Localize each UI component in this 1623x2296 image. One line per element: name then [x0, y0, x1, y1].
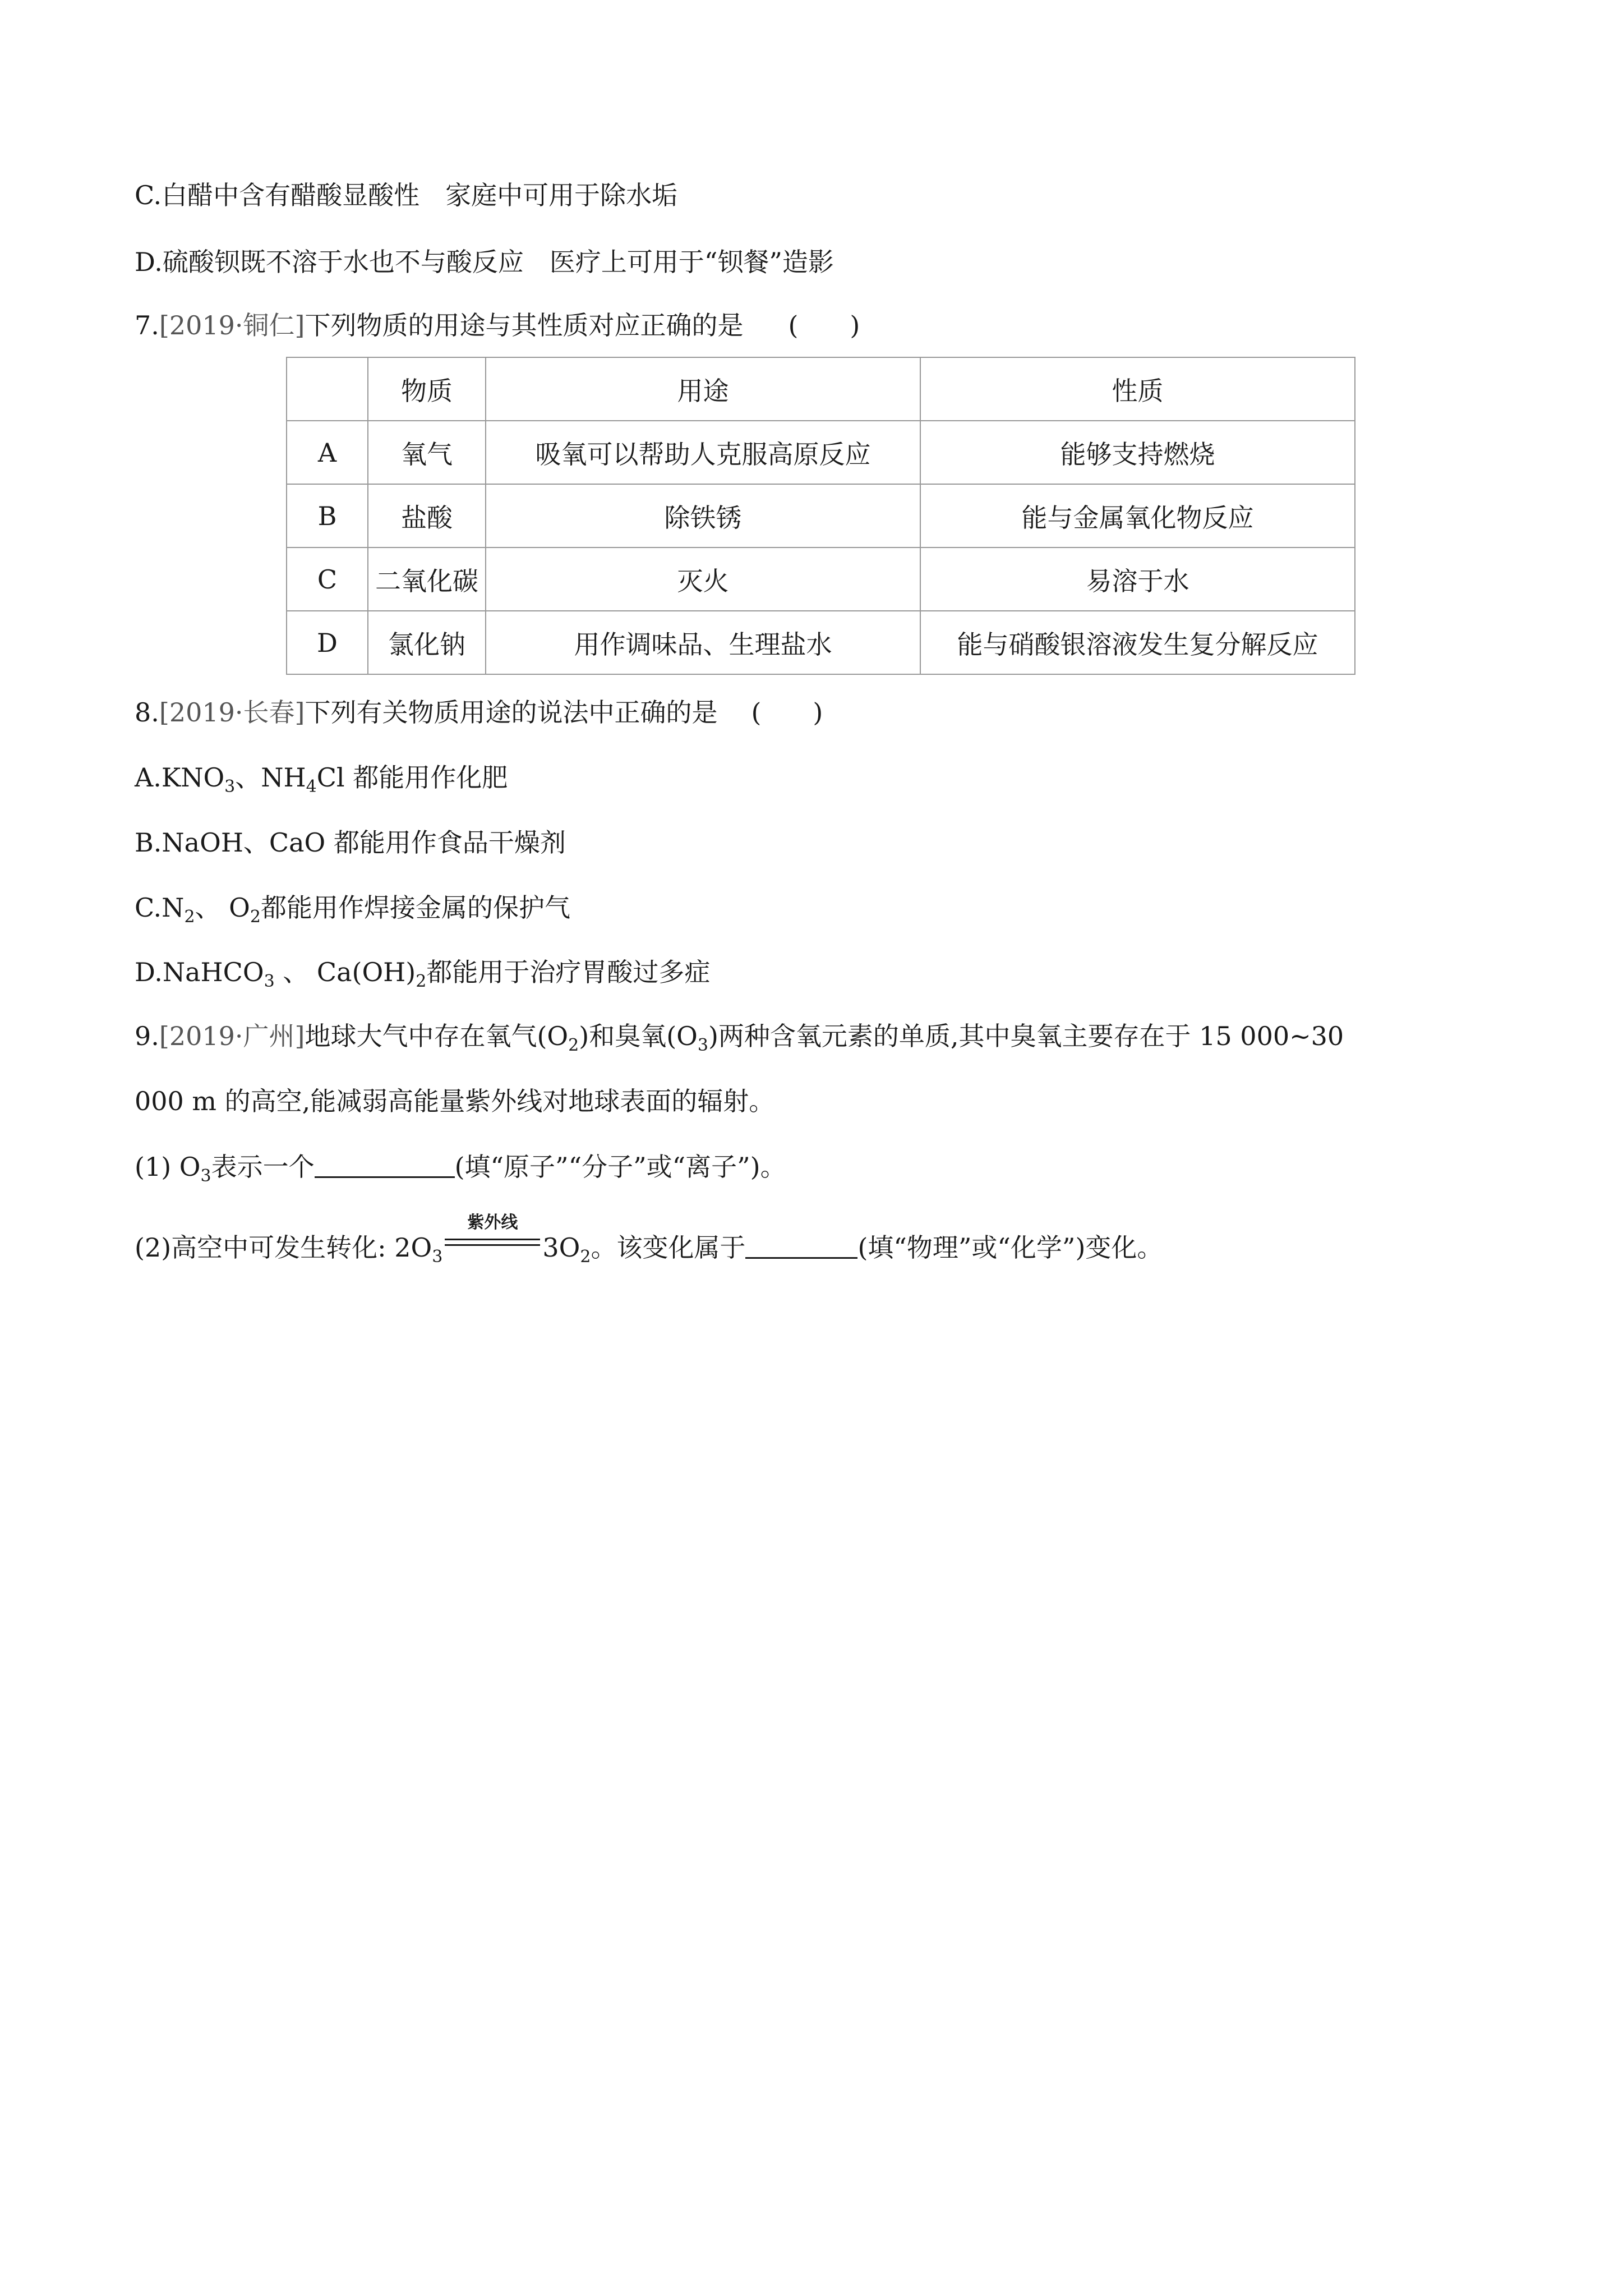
question-text: 3O — [542, 1232, 580, 1263]
option-text: 、 Ca(OH) — [274, 957, 416, 987]
subscript: 2 — [184, 907, 195, 927]
subscript: 4 — [306, 777, 317, 797]
option-6c-text: C.白醋中含有醋酸显酸性 家庭中可用于除水垢 — [135, 180, 678, 210]
subscript: 3 — [200, 1166, 211, 1186]
table-cell-use: 吸氧可以帮助人克服高原反应 — [486, 421, 920, 484]
subscript: 2 — [568, 1036, 579, 1055]
option-8d — [135, 955, 710, 989]
question-number: 7. — [135, 310, 159, 341]
question-text: 下列有关物质用途的说法中正确的是 — [305, 697, 718, 728]
answer-paren: ( ) — [788, 310, 860, 341]
table-cell-option: A — [287, 421, 368, 484]
table-header-cell: 物质 — [368, 357, 486, 421]
question-9-stem-continued — [135, 1084, 774, 1118]
source-tag: [2019·广州] — [159, 1021, 305, 1051]
source-tag: [2019·铜仁] — [159, 310, 305, 341]
table-cell-property: 能够支持燃烧 — [920, 421, 1355, 484]
question-text: )两种含氧元素的单质,其中臭氧主要存在于 15 000~30 — [708, 1021, 1344, 1051]
option-text: 都能用于治疗胃酸过多症 — [426, 957, 711, 987]
question-text: 000 m 的高空,能减弱高能量紫外线对地球表面的辐射。 — [135, 1086, 775, 1116]
option-8b — [135, 826, 566, 859]
question-text: (填“物理”或“化学”)变化。 — [857, 1232, 1163, 1263]
question-text: 表示一个 — [211, 1152, 315, 1182]
option-text: 、NH — [235, 762, 306, 793]
question-text: )和臭氧(O — [579, 1021, 698, 1051]
question-number: 9. — [135, 1021, 159, 1051]
table-cell-option: B — [287, 484, 368, 547]
table-cell-property: 能与金属氧化物反应 — [920, 484, 1355, 547]
question-text: (2)高空中可发生转化: 2O — [135, 1232, 432, 1263]
table-header-cell: 用途 — [486, 357, 920, 421]
table-row — [287, 547, 1355, 611]
option-text: Cl 都能用作化肥 — [316, 762, 508, 793]
question-text: (1) O — [135, 1152, 201, 1182]
question-text: (填“原子”“分子”或“离子”)。 — [454, 1152, 786, 1182]
table-cell-property: 易溶于水 — [920, 547, 1355, 611]
subscript: 2 — [250, 907, 261, 927]
option-text: B.NaOH、CaO 都能用作食品干燥剂 — [135, 827, 566, 858]
option-text: D.NaHCO — [135, 957, 264, 987]
table-cell-option: C — [287, 547, 368, 611]
question-7-stem — [135, 309, 860, 342]
subscript: 3 — [697, 1036, 708, 1055]
answer-paren: ( ) — [751, 697, 823, 728]
subscript: 3 — [264, 972, 275, 991]
option-text: A.KNO — [135, 762, 225, 793]
question-9-part-2 — [135, 1213, 1163, 1267]
option-6c — [135, 178, 677, 212]
answer-blank[interactable] — [745, 1235, 857, 1259]
question-9-stem — [135, 1019, 1344, 1053]
question-8-stem — [135, 696, 823, 729]
table-cell-substance: 氧气 — [368, 421, 486, 484]
table-cell-property: 能与硝酸银溶液发生复分解反应 — [920, 611, 1355, 674]
subscript: 2 — [580, 1247, 591, 1267]
option-8a — [135, 761, 508, 797]
subscript: 3 — [224, 777, 236, 797]
arrow-line-top — [445, 1239, 540, 1240]
question-text: 地球大气中存在氧气(O — [305, 1021, 569, 1051]
question-text: 下列物质的用途与其性质对应正确的是 — [305, 310, 744, 341]
table-row — [287, 611, 1355, 674]
table-cell-substance: 氯化钠 — [368, 611, 486, 674]
table-cell-substance: 盐酸 — [368, 484, 486, 547]
option-text: 、 O — [195, 892, 250, 923]
reaction-arrow — [445, 1213, 540, 1258]
subscript: 3 — [432, 1247, 443, 1267]
table-row — [287, 421, 1355, 484]
table-row — [287, 484, 1355, 547]
table-cell-substance: 二氧化碳 — [368, 547, 486, 611]
question-9-part-1 — [135, 1150, 786, 1184]
table-cell-option: D — [287, 611, 368, 674]
question-text: 。该变化属于 — [591, 1232, 746, 1263]
answer-blank[interactable] — [315, 1154, 455, 1178]
subscript: 2 — [416, 972, 427, 991]
option-8c — [135, 891, 570, 927]
table-cell-use: 灭火 — [486, 547, 920, 611]
option-text: C.N — [135, 892, 185, 923]
option-6d-text: D.硫酸钡既不溶于水也不与酸反应 医疗上可用于“钡餐”造影 — [135, 247, 834, 277]
table-header-cell: 性质 — [920, 357, 1355, 421]
reaction-condition: 紫外线 — [467, 1213, 518, 1232]
table-cell-use: 除铁锈 — [486, 484, 920, 547]
table-header-row — [287, 357, 1355, 421]
table-header-cell — [287, 357, 368, 421]
table-cell-use: 用作调味品、生理盐水 — [486, 611, 920, 674]
question-7-table — [286, 357, 1355, 675]
arrow-line-bottom — [445, 1244, 540, 1246]
question-number: 8. — [135, 697, 159, 728]
option-text: 都能用作焊接金属的保护气 — [260, 892, 570, 923]
source-tag: [2019·长春] — [159, 697, 305, 728]
option-6d — [135, 245, 834, 279]
